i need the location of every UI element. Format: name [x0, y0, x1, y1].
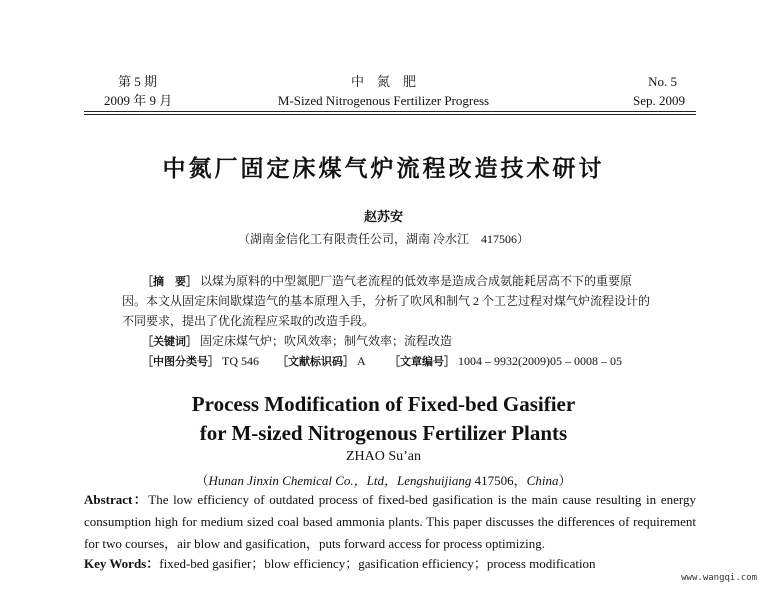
abstract-cn-text-1: 以煤为原料的中型氮肥厂造气老流程的低效率是造成合成氨能耗居高不下的重要原 [200, 274, 633, 288]
clc-label: ［中图分类号］ [142, 355, 219, 368]
affiliation-en-company: Hunan Jinxin Chemical Co.，Ltd，Lengshuijiang [208, 473, 472, 488]
affiliation-en-open: （ [195, 473, 209, 488]
journal-name-cn: 中 氮 肥 [350, 74, 416, 89]
doc-code-value: A [357, 354, 366, 368]
article-title-en-line2: for M-sized Nitrogenous Fertilizer Plants [199, 421, 568, 445]
abstract-en-label: Abstract： [84, 492, 149, 507]
affiliation-en [0, 470, 767, 489]
abstract-cn-line2: 因。本文从固定床间歇煤造气的基本原理入手，分析了吹风和制气 2 个工艺过程对煤气炉流程设计的 [122, 294, 651, 308]
article-title-cn: 中氮厂固定床煤气炉流程改造技术研讨 [162, 156, 605, 182]
header-rule-bottom [84, 114, 696, 115]
issue-cn: 第 5 期 [118, 74, 158, 89]
author-cn: 赵苏安 [363, 210, 403, 225]
issue-en: No. 5 [648, 74, 677, 89]
abstract-en-text: The low efficiency of outdated process of fixed-bed gasification is the main cause resulting in energy consumption high for medium sized coal based ammonia plants. This paper discusses the differences of requirement for two courses，air blow and gasification，puts forward access for process optimizing. [84, 492, 696, 551]
header-rule-top [84, 111, 696, 112]
affiliation-en-close: ） [558, 473, 572, 488]
keywords-cn [142, 332, 452, 351]
keywords-en [84, 553, 696, 575]
clc-value: TQ 546 [222, 354, 259, 368]
date-en: Sep. 2009 [633, 93, 685, 108]
site-watermark: www.wangqi.com [681, 573, 757, 583]
affiliation-cn: （湖南金信化工有限责任公司，湖南 冷水江 417506） [237, 232, 529, 246]
keywords-en-text: fixed-bed gasifier；blow efficiency；gasification efficiency；process modification [159, 556, 596, 571]
abstract-en [84, 489, 696, 555]
doc-code-label: ［文献标识码］ [277, 355, 354, 368]
affiliation-en-country: China [526, 473, 559, 488]
article-number-label: ［文章编号］ [389, 355, 456, 368]
author-en: ZHAO Su’an [345, 449, 422, 464]
affiliation-en-zip: 417506， [471, 473, 527, 488]
abstract-cn-label: ［摘 要］ [142, 275, 197, 288]
journal-name-en: M-Sized Nitrogenous Fertilizer Progress [277, 93, 490, 108]
keywords-cn-text: 固定床煤气炉；吹风效率；制气效率；流程改造 [200, 334, 453, 348]
keywords-cn-label: ［关键词］ [142, 335, 197, 348]
article-number-value: 1004 – 9932(2009)05 – 0008 – 05 [458, 354, 623, 368]
keywords-en-label: Key Words： [84, 556, 160, 571]
article-title-en-line1: Process Modification of Fixed-bed Gasifier [191, 392, 576, 416]
abstract-cn-line1 [142, 272, 632, 291]
abstract-cn-line3: 不同要求，提出了优化流程应采取的改造手段。 [122, 314, 375, 328]
date-cn: 2009 年 9 月 [104, 93, 173, 108]
classification-cn [142, 352, 622, 371]
